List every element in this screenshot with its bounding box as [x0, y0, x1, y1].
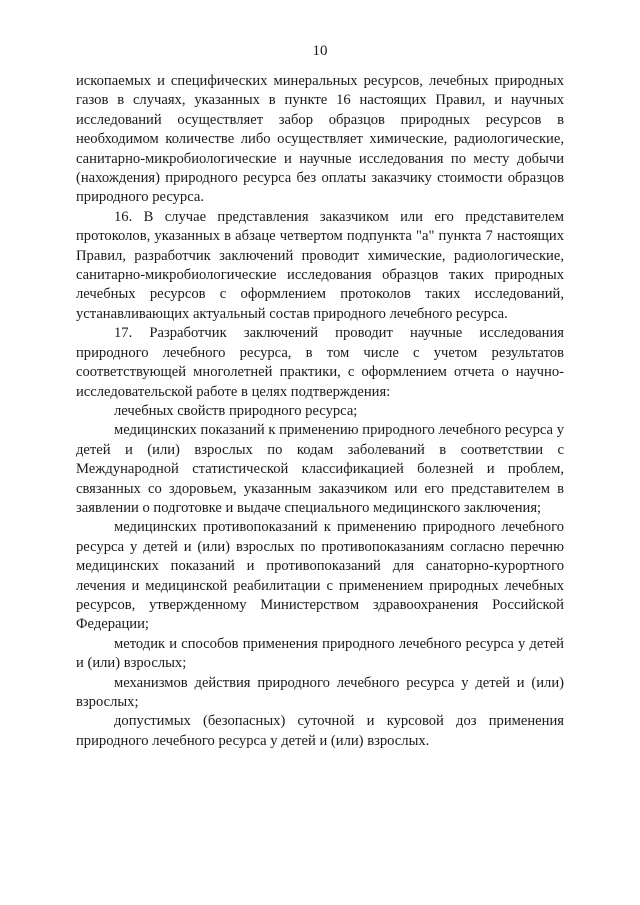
paragraph-therapeutic-properties: лечебных свойств природного ресурса;	[114, 402, 358, 419]
paragraph-continuation-sampling: ископаемых и специфических минеральных ресурсов, лечебных природных газов в случаях, указанных в пункте 16 настоящих Правил, и научных исследований осуществляет забор образцов природных ресурсов в необходимом количестве либо осуществляет химические, радиологические, санитарно-микробиологические и научные исследования по месту добычи (нахождения) природного ресурса без оплаты заказчику стоимости образцов природного ресурса.	[76, 73, 564, 206]
document-body	[76, 72, 564, 751]
page-number: 10	[312, 43, 328, 59]
paragraph-permissible-doses: допустимых (безопасных) суточной и курсовой доз применения природного лечебного ресурса у детей и (или) взрослых.	[76, 713, 564, 749]
paragraph-item-17: 17. Разработчик заключений проводит научные исследования природного лечебного ресурса, в том числе с учетом результатов соответствующей многолетней практики, с оформлением отчета о научно-исследовательской работе в целях подтверждения:	[76, 325, 564, 400]
paragraph-medical-contraindications: медицинских противопоказаний к применению природного лечебного ресурса у детей и (или) взрослых по противопоказаниям согласно перечню медицинских показаний и противопоказаний для санаторно-курортного лечения и медицинской реабилитации с применением природных лечебных ресурсов, утвержденному Министерством здравоохранения Российской Федерации;	[76, 519, 564, 633]
paragraph-action-mechanisms: механизмов действия природного лечебного ресурса у детей и (или) взрослых;	[76, 674, 564, 710]
paragraph-medical-indications: медицинских показаний к применению природного лечебного ресурса у детей и (или) взрослых по кодам заболеваний в соответствии с Международной статистической классификацией болезней и проблем, связанных со здоровьем, указанным заказчиком или его представителем в заявлении о подготовке и выдаче специального медицинского заключения;	[76, 422, 564, 516]
paragraph-item-16: 16. В случае представления заказчиком или его представителем протоколов, указанных в абзаце четвертом подпункта "а" пункта 7 настоящих Правил, разработчик заключений проводит химические, радиологические, санитарно-микробиологические исследования образцов таких природных лечебных ресурсов с оформлением протоколов таких исследований, устанавливающих актуальный состав природного лечебного ресурса.	[76, 208, 564, 322]
paragraph-application-methods: методик и способов применения природного лечебного ресурса у детей и (или) взрослых;	[76, 635, 564, 672]
